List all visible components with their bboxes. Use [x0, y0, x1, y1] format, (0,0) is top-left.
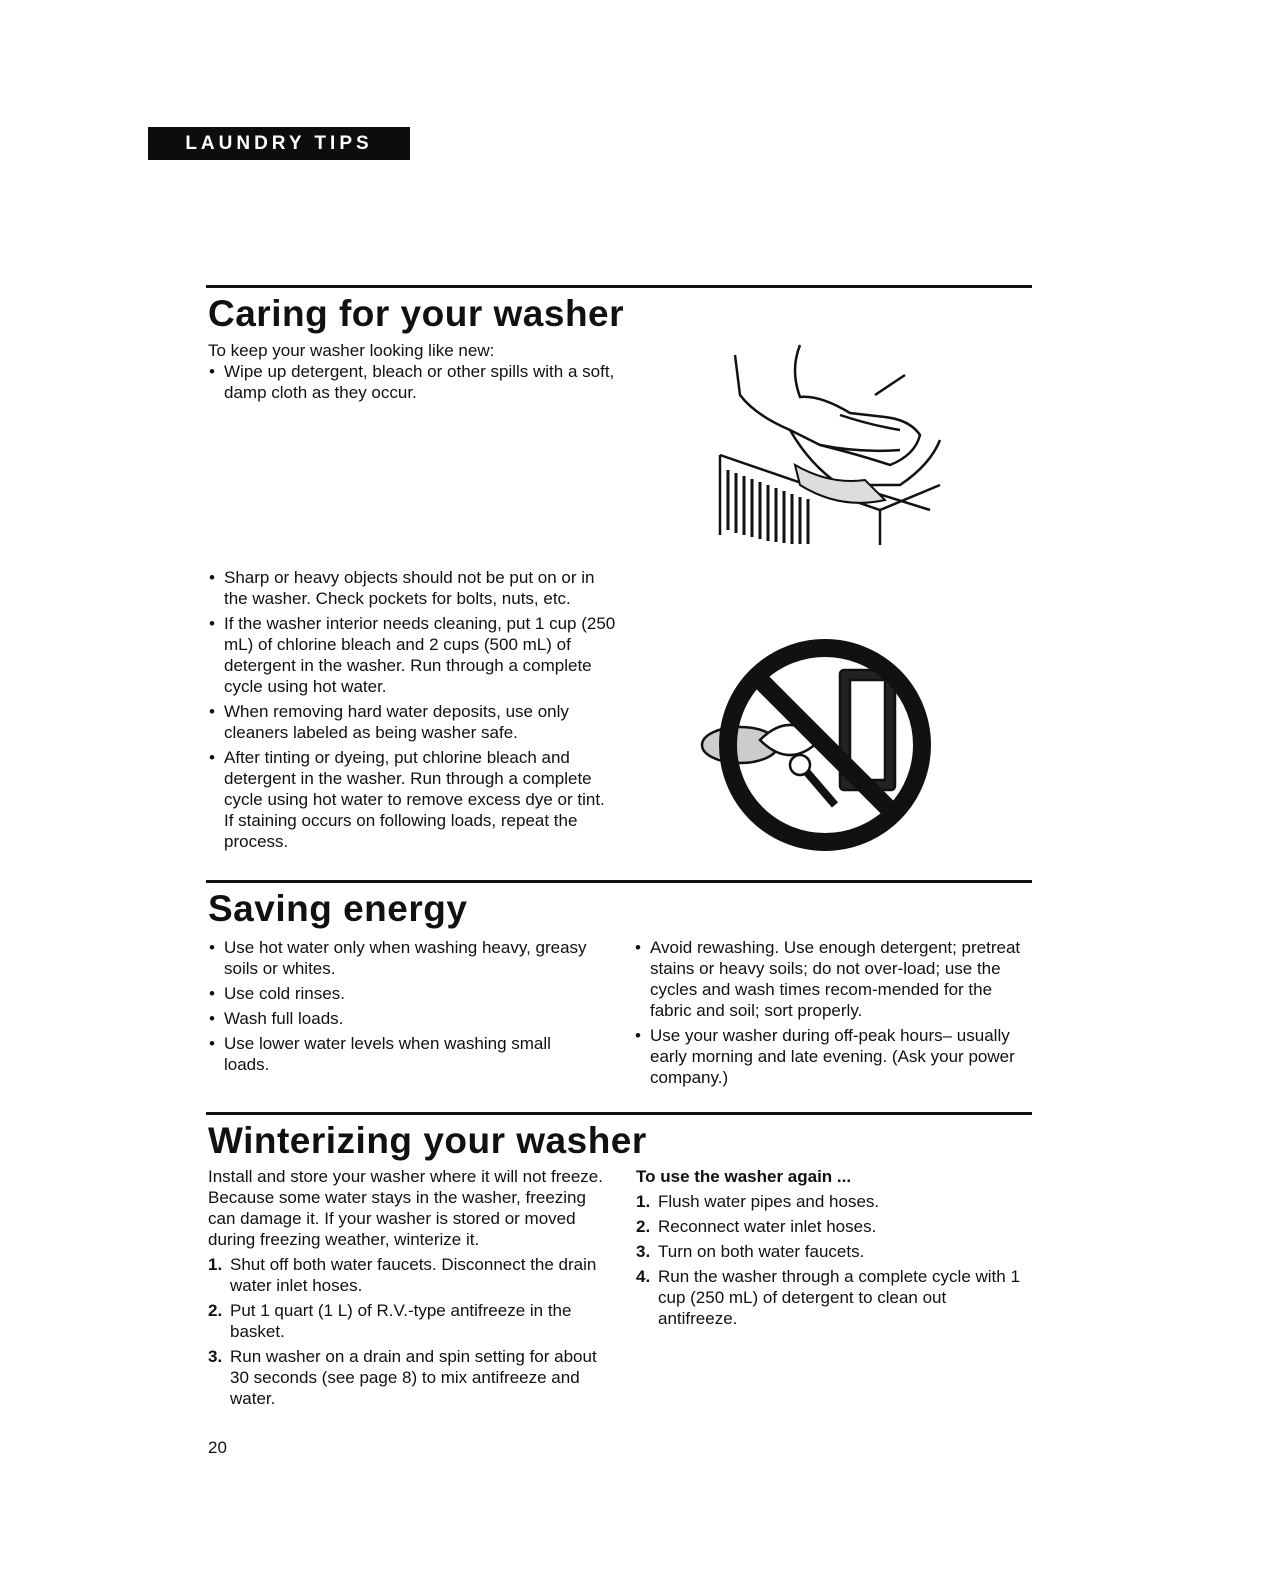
list-item: • Use hot water only when washing heavy, greasy soils or whites. [208, 937, 598, 979]
list-item: 3. Turn on both water faucets. [636, 1242, 865, 1261]
list-item: 1. Flush water pipes and hoses. [636, 1192, 880, 1211]
section-tab: LAUNDRY TIPS [148, 127, 410, 160]
caring-bottom-text [208, 567, 618, 856]
list-item: • After tinting or dyeing, put chlorine bleach and detergent in the washer. Run through a complete cycle using hot water to remove excess dye or tint. If staining occurs on following loads, repeat the process. [208, 747, 618, 852]
wiping-washer-illustration [700, 335, 960, 545]
list-item: • If the washer interior needs cleaning, put 1 cup (250 mL) of chlorine bleach and 2 cups (500 mL) of detergent in the washer. Run through a complete cycle using hot water. [208, 613, 618, 697]
list-item: 4. Run the washer through a complete cycle with 1 cup (250 mL) of detergent to clean out antifreeze. [636, 1267, 1020, 1328]
list-item: 1. Shut off both water faucets. Disconnect the drain water inlet hoses. [208, 1255, 597, 1295]
winter-intro: Install and store your washer where it will not freeze. Because some water stays in the washer, freezing can damage it. If your washer is stored or moved during freezing weather, winterize it. [208, 1167, 603, 1249]
winter-right-column [636, 1166, 1026, 1333]
section-rule-winter [206, 1112, 1032, 1115]
caring-title: Caring for your washer [208, 293, 625, 334]
winter-left-column [208, 1166, 608, 1413]
list-item: • Wipe up detergent, bleach or other spills with a soft, damp cloth as they occur. [208, 361, 618, 403]
list-item: 3. Run washer on a drain and spin setting for about 30 seconds (see page 8) to mix antifreeze and water. [208, 1347, 597, 1408]
list-item: 2. Reconnect water inlet hoses. [636, 1217, 877, 1236]
list-item: • When removing hard water deposits, use only cleaners labeled as being washer safe. [208, 701, 618, 743]
winter-again-steps [636, 1191, 1026, 1329]
list-item: 2. Put 1 quart (1 L) of R.V.-type antifreeze in the basket. [208, 1301, 572, 1341]
page-number: 20 [208, 1438, 227, 1457]
saving-title: Saving energy [208, 888, 468, 929]
winter-steps [208, 1254, 608, 1409]
caring-top-text [208, 340, 618, 407]
list-item: • Sharp or heavy objects should not be put on or in the washer. Check pockets for bolts, nuts, etc. [208, 567, 618, 609]
list-item: • Use lower water levels when washing small loads. [208, 1033, 598, 1075]
winter-title: Winterizing your washer [208, 1120, 647, 1161]
no-sharp-objects-illustration [700, 630, 940, 860]
saving-right-list [634, 937, 1034, 1088]
saving-left-column [208, 937, 598, 1079]
caring-intro: To keep your washer looking like new: [208, 341, 495, 360]
saving-left-list [208, 937, 598, 1075]
hand-wiping-icon [735, 345, 940, 485]
list-item: • Avoid rewashing. Use enough detergent; pretreat stains or heavy soils; do not over-load; use the cycles and wash times recom-mended for the fabric and soil; sort properly. [634, 937, 1034, 1021]
list-item: • Use your washer during off-peak hours– usually early morning and late evening. (Ask your power company.) [634, 1025, 1034, 1088]
caring-top-list [208, 361, 618, 403]
section-rule-caring [206, 285, 1032, 288]
saving-right-column [634, 937, 1034, 1092]
winter-again-heading: To use the washer again ... [636, 1167, 852, 1186]
caring-bottom-list [208, 567, 618, 852]
list-item: • Use cold rinses. [208, 983, 598, 1004]
section-rule-saving [206, 880, 1032, 883]
list-item: • Wash full loads. [208, 1008, 598, 1029]
